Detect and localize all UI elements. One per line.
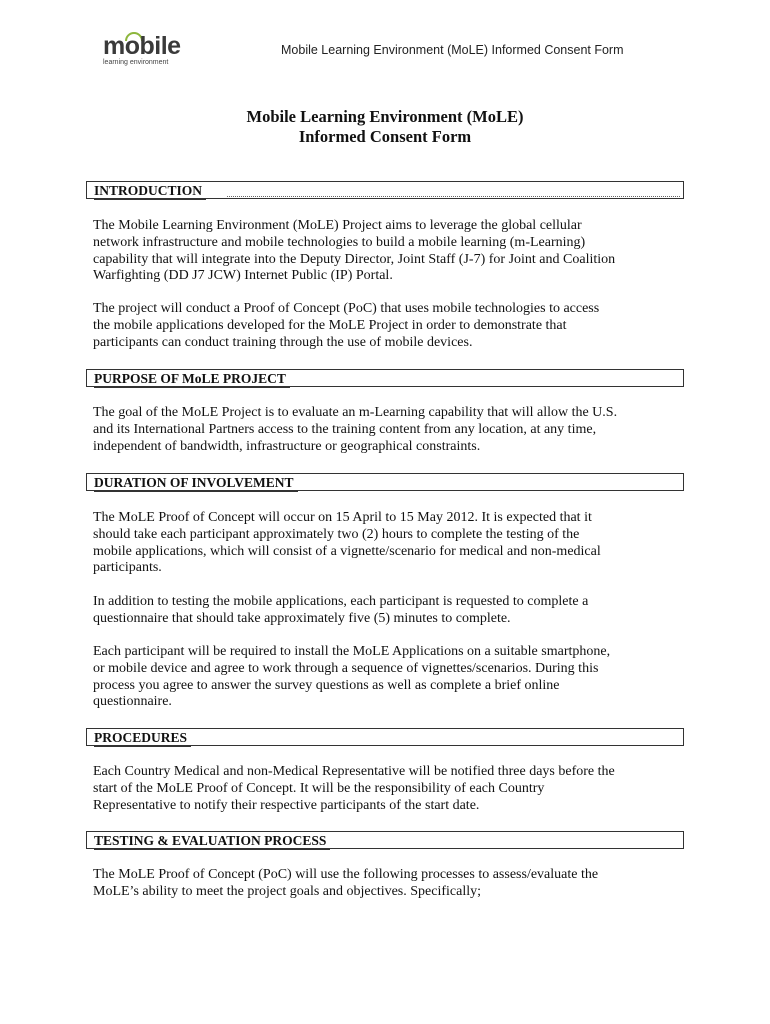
mole-logo bbox=[103, 34, 189, 68]
section-heading: DURATION OF INVOLVEMENT bbox=[94, 474, 298, 492]
text-line: start of the MoLE Proof of Concept. It will be the responsibility of each Country bbox=[93, 780, 545, 796]
text-line: The project will conduct a Proof of Concept (PoC) that uses mobile technologies to access bbox=[93, 301, 600, 316]
text-line: questionnaire. bbox=[93, 694, 172, 710]
text-line: The goal of the MoLE Project is to evaluate an m-Learning capability that will allow the U.S. bbox=[93, 405, 618, 420]
text-line: MoLE’s ability to meet the project goals and objectives. Specifically; bbox=[93, 883, 482, 899]
section-header-purpose bbox=[86, 369, 684, 387]
procedures-paragraph-1 bbox=[93, 764, 693, 814]
section-header-introduction bbox=[86, 181, 684, 199]
text-line: the mobile applications developed for the MoLE Project in order to demonstrate that bbox=[93, 317, 567, 333]
introduction-paragraph-2 bbox=[93, 301, 693, 351]
text-line: The MoLE Proof of Concept will occur on 15 April to 15 May 2012. It is expected that it bbox=[93, 510, 592, 525]
logo-wordmark: mobile bbox=[103, 32, 181, 60]
logo-tagline: learning environment bbox=[103, 59, 169, 66]
section-heading: TESTING & EVALUATION PROCESS bbox=[94, 832, 330, 850]
section-header-duration bbox=[86, 473, 684, 491]
section-heading: INTRODUCTION bbox=[94, 182, 206, 200]
document-title bbox=[0, 107, 770, 147]
dotted-rule bbox=[227, 196, 680, 197]
text-line: independent of bandwidth, infrastructure or geographical constraints. bbox=[93, 438, 481, 454]
text-line: The MoLE Proof of Concept (PoC) will use the following processes to assess/evaluate the bbox=[93, 867, 599, 882]
text-line: and its International Partners access to the training content from any location, at any time, bbox=[93, 421, 597, 437]
text-line: capability that will integrate into the Deputy Director, Joint Staff (J-7) for Joint and Coalition bbox=[93, 251, 616, 267]
text-line: should take each participant approximately two (2) hours to complete the testing of the bbox=[93, 526, 580, 542]
text-line: participants. bbox=[93, 560, 162, 576]
text-line: mobile applications, which will consist of a vignette/scenario for medical and non-medical bbox=[93, 543, 601, 559]
text-line: Representative to notify their respective participants of the start date. bbox=[93, 797, 480, 813]
section-header-procedures bbox=[86, 728, 684, 746]
testing-paragraph-1 bbox=[93, 867, 693, 901]
section-header-testing bbox=[86, 831, 684, 849]
text-line: In addition to testing the mobile applications, each participant is requested to complete a bbox=[93, 594, 589, 609]
text-line: participants can conduct training through the use of mobile devices. bbox=[93, 334, 473, 350]
duration-paragraph-1 bbox=[93, 510, 693, 577]
text-line: or mobile device and agree to work through a sequence of vignettes/scenarios. During this bbox=[93, 660, 599, 676]
duration-paragraph-2 bbox=[93, 594, 693, 628]
section-heading: PROCEDURES bbox=[94, 729, 191, 747]
text-line: Warfighting (DD J7 JCW) Internet Public (IP) Portal. bbox=[93, 268, 393, 284]
title-line-2: Informed Consent Form bbox=[298, 127, 472, 146]
text-line: Each Country Medical and non-Medical Representative will be notified three days before the bbox=[93, 764, 615, 779]
introduction-paragraph-1 bbox=[93, 218, 693, 285]
purpose-paragraph-1 bbox=[93, 405, 693, 455]
text-line: network infrastructure and mobile technologies to build a mobile learning (m-Learning) bbox=[93, 234, 586, 250]
text-line: process you agree to answer the survey questions as well as complete a brief online bbox=[93, 677, 560, 693]
section-heading: PURPOSE OF MoLE PROJECT bbox=[94, 370, 290, 388]
text-line: questionnaire that should take approximately five (5) minutes to complete. bbox=[93, 610, 511, 626]
title-line-1: Mobile Learning Environment (MoLE) bbox=[246, 107, 524, 126]
text-line: The Mobile Learning Environment (MoLE) Project aims to leverage the global cellular bbox=[93, 218, 582, 233]
duration-paragraph-3 bbox=[93, 644, 693, 711]
running-header: Mobile Learning Environment (MoLE) Informed Consent Form bbox=[281, 43, 624, 57]
text-line: Each participant will be required to install the MoLE Applications on a suitable smartphone, bbox=[93, 644, 611, 659]
